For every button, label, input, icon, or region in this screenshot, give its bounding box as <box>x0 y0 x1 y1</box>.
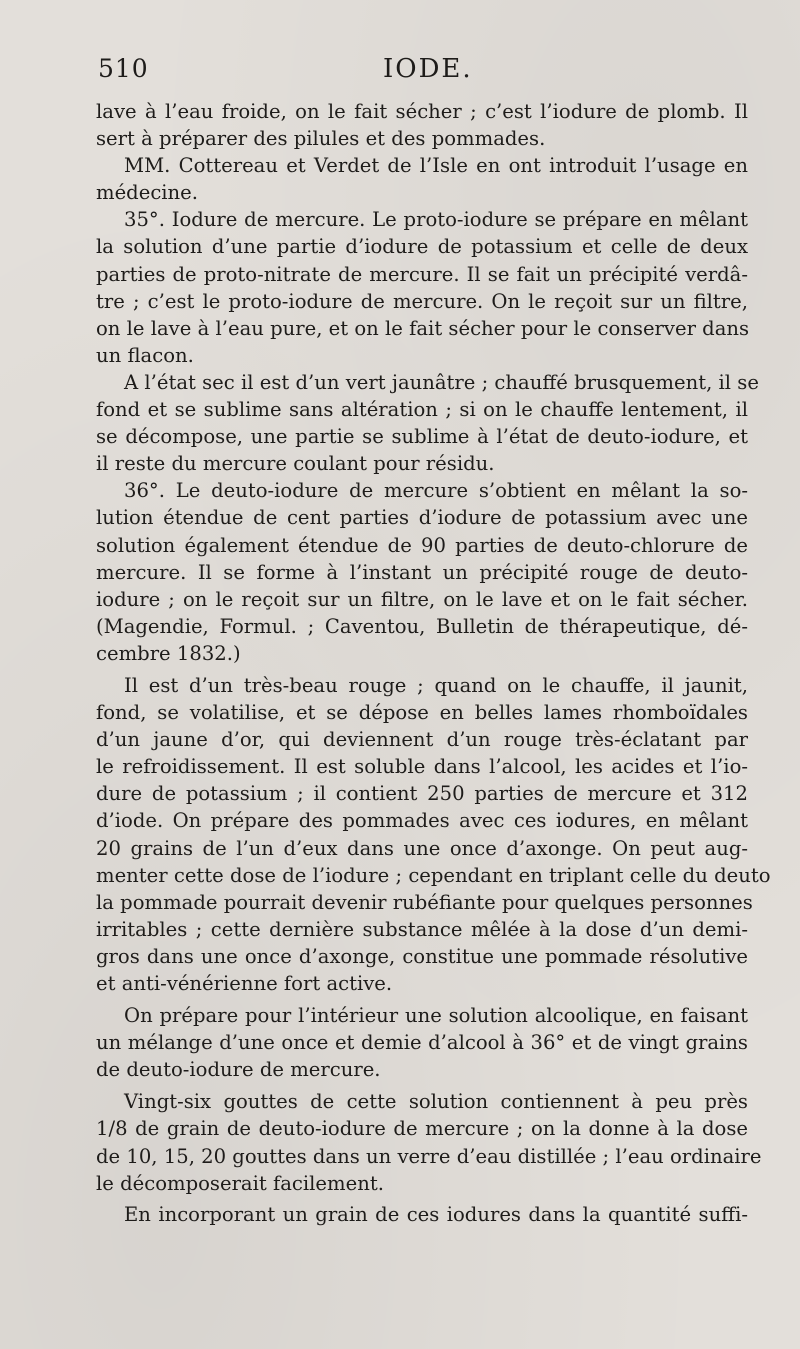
text-line: fond, se volatilise, et se dépose en belles lames rhomboïdales <box>96 701 748 725</box>
text-line: lution étendue de cent parties d’iodure de potassium avec une <box>96 506 748 530</box>
text-line: (Magendie, Formul. ; Caventou, Bulletin de thérapeutique, dé- <box>96 614 748 638</box>
text-line: 36°. Le deuto-iodure de mercure s’obtient en mêlant la so- <box>124 479 748 503</box>
text-line: En incorporant un grain de ces iodures dans la quantité suffi- <box>124 1202 748 1226</box>
text-line: menter cette dose de l’iodure ; cependant en triplant celle du deuto <box>96 863 771 887</box>
body-text <box>96 98 771 1228</box>
text-line: A l’état sec il est d’un vert jaunâtre ; chauffé brusquement, il se <box>124 370 759 394</box>
text-line: On prépare pour l’intérieur une solution alcoolique, en faisant <box>124 1004 748 1028</box>
text-line: de 10, 15, 20 gouttes dans un verre d’eau distillée ; l’eau ordinaire <box>96 1144 762 1168</box>
text-line: cembre 1832.) <box>96 641 241 665</box>
text-line: d’un jaune d’or, qui deviennent d’un rouge très-éclatant par <box>96 728 748 752</box>
page-header <box>98 54 748 94</box>
text-line: solution également étendue de 90 parties de deuto-chlorure de <box>96 533 748 557</box>
text-line: se décompose, une partie se sublime à l’état de deuto-iodure, et <box>96 425 748 449</box>
text-line: le décomposerait facilement. <box>96 1171 384 1195</box>
text-line: médecine. <box>96 181 198 205</box>
text-line: d’iode. On prépare des pommades avec ces iodures, en mêlant <box>96 809 748 833</box>
text-line: on le lave à l’eau pure, et on le fait sécher pour le conserver dans <box>96 316 750 340</box>
page-number: 510 <box>98 54 149 83</box>
text-line: un flacon. <box>96 343 194 367</box>
text-line: parties de proto-nitrate de mercure. Il se fait un précipité verdâ- <box>96 262 748 286</box>
text-line: tre ; c’est le proto-iodure de mercure. On le reçoit sur un filtre, <box>96 289 748 313</box>
text-line: la pommade pourrait devenir rubéfiante pour quelques personnes <box>96 890 753 914</box>
text-line: 35°. Iodure de mercure. Le proto-iodure se prépare en mêlant <box>124 208 748 232</box>
text-line: Vingt-six gouttes de cette solution contiennent à peu près <box>124 1090 748 1114</box>
text-line: irritables ; cette dernière substance mêlée à la dose d’un demi- <box>96 917 748 941</box>
running-head: IODE. <box>383 54 473 84</box>
text-line: MM. Cottereau et Verdet de l’Isle en ont introduit l’usage en <box>124 154 748 178</box>
text-line: lave à l’eau froide, on le fait sécher ; c’est l’iodure de plomb. Il <box>96 100 748 123</box>
text-line: le refroidissement. Il est soluble dans l’alcool, les acides et l’io- <box>96 755 748 779</box>
text-line: il reste du mercure coulant pour résidu. <box>96 452 495 476</box>
text-line: 20 grains de l’un d’eux dans une once d’axonge. On peut aug- <box>96 836 748 860</box>
text-line: mercure. Il se forme à l’instant un précipité rouge de deuto- <box>96 560 748 584</box>
text-line: et anti-vénérienne fort active. <box>96 972 393 995</box>
text-line: dure de potassium ; il contient 250 parties de mercure et 312 <box>96 782 748 806</box>
text-line: un mélange d’une once et demie d’alcool à 36° et de vingt grains <box>96 1031 748 1055</box>
text-line: 1/8 de grain de deuto-iodure de mercure ; on la donne à la dose <box>96 1117 748 1141</box>
text-line: gros dans une once d’axonge, constitue une pommade résolutive <box>96 944 748 968</box>
text-line: Il est d’un très-beau rouge ; quand on le chauffe, il jaunit, <box>124 673 748 697</box>
text-line: la solution d’une partie d’iodure de potassium et celle de deux <box>96 235 748 259</box>
text-line: de deuto-iodure de mercure. <box>96 1058 381 1082</box>
text-line: iodure ; on le reçoit sur un filtre, on le lave et on le fait sécher. <box>96 587 748 611</box>
text-line: sert à préparer des pilules et des pommades. <box>96 127 546 151</box>
text-line: fond et se sublime sans altération ; si on le chauffe lentement, il <box>96 398 748 422</box>
